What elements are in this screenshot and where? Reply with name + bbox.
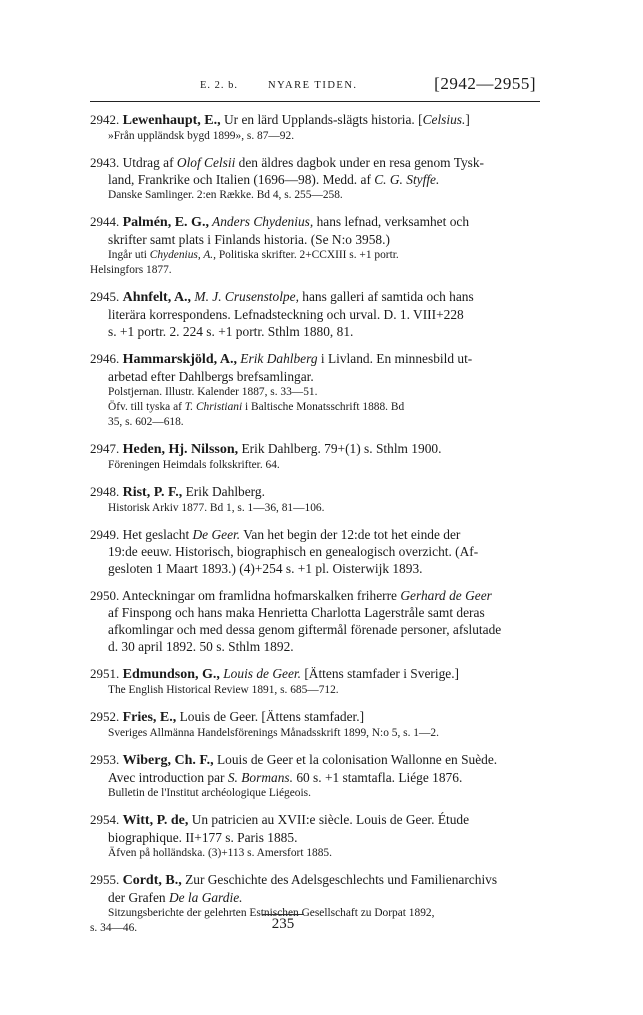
- entry-2949: [90, 526, 530, 577]
- entry-2947: [90, 440, 530, 473]
- entry-title-italic: M. J. Crusenstolpe,: [191, 289, 299, 304]
- entry-note-italic: Chydenius, A.,: [149, 249, 216, 261]
- entry-2946: [90, 350, 530, 430]
- entry-note: 35, s. 602—618.: [108, 416, 184, 428]
- entry-title: Zur Geschichte des Adelsgeschlechts und Familienarchivs: [181, 872, 498, 887]
- entry-title-end: ]: [465, 112, 470, 127]
- entry-note: Polstjernan. Illustr. Kalender 1887, s. 33—51.: [108, 386, 318, 398]
- entry-author: Fries, E.,: [122, 710, 177, 725]
- entry-title: Het geslacht: [122, 527, 193, 542]
- entry-number: 2944.: [90, 214, 120, 229]
- entry-2952: [90, 708, 530, 741]
- entry-title-cont: d. 30 april 1892. 50 s. Sthlm 1892.: [108, 639, 294, 654]
- entry-number: 2947.: [90, 441, 120, 456]
- entry-number: 2954.: [90, 812, 120, 827]
- entry-title-cont: der Grafen: [108, 890, 169, 905]
- entry-2951: [90, 665, 530, 698]
- entry-title-cont: land, Frankrike och Italien (1696—98). Medd. af: [108, 172, 375, 187]
- entry-2945: [90, 288, 530, 340]
- entry-note: Danske Samlinger. 2:en Række. Bd 4, s. 255—258.: [108, 189, 343, 201]
- entry-editor-italic: C. G. Styffe.: [374, 172, 440, 187]
- header-title: NYARE TIDEN.: [268, 80, 358, 91]
- entry-title-rest: 60 s. +1 stamtafla. Liége 1876.: [292, 770, 463, 785]
- page-number: 235: [271, 916, 295, 932]
- entry-note: Bulletin de l'Institut archéologique Liégeois.: [108, 787, 311, 799]
- entry-title-italic: Anders Chydenius,: [208, 214, 314, 229]
- entry-title-rest: Van het begin der 12:de tot het einde der: [240, 527, 461, 542]
- entry-title: Anteckningar om framlidna hofmarskalken friherre: [121, 588, 401, 603]
- entry-note-rest: Politiska skrifter. 2+CCXIII s. +1 portr.: [216, 249, 399, 261]
- header-entry-range: [2942—2955]: [434, 74, 536, 93]
- entry-note: »Från uppländsk bygd 1899», s. 87—92.: [108, 130, 295, 142]
- entry-author: Wiberg, Ch. F.,: [122, 753, 214, 768]
- entry-number: 2950.: [90, 588, 120, 603]
- entry-title-cont: Avec introduction par: [108, 770, 228, 785]
- entry-note: Sitzungsberichte der gelehrten Estnischen Gesellschaft zu Dorpat 1892,: [108, 907, 435, 919]
- header-section-code: E. 2. b.: [200, 80, 239, 91]
- entry-note-italic: T. Christiani: [184, 401, 243, 413]
- entry-number: 2953.: [90, 752, 120, 767]
- entry-title-italic: De la Gardie.: [168, 890, 243, 905]
- entry-title-rest: i Livland. En minnesbild ut-: [317, 351, 473, 366]
- entry-number: 2945.: [90, 289, 120, 304]
- entry-note: Sveriges Allmänna Handelsförenings Månadsskrift 1899, N:o 5, s. 1—2.: [108, 727, 439, 739]
- entry-number: 2942.: [90, 112, 120, 127]
- entry-note: The English Historical Review 1891, s. 685—712.: [108, 684, 339, 696]
- entry-2955: [90, 871, 530, 936]
- entry-title: Louis de Geer et la colonisation Wallonne en Suède.: [213, 752, 498, 767]
- entry-author: Heden, Hj. Nilsson,: [122, 442, 239, 457]
- entry-number: 2955.: [90, 872, 120, 887]
- entry-author: Rist, P. F.,: [122, 485, 183, 500]
- entry-title-rest: hans lefnad, verksamhet och: [313, 214, 470, 229]
- entry-title-cont: s. +1 portr. 2. 224 s. +1 portr. Sthlm 1880, 81.: [108, 324, 354, 339]
- entry-2953: [90, 751, 530, 801]
- entry-2954: [90, 811, 530, 861]
- entry-title-rest: [Ättens stamfader i Sverige.]: [300, 666, 460, 681]
- entry-number: 2946.: [90, 351, 120, 366]
- entry-2942: [90, 111, 530, 144]
- folio-rule: [262, 914, 304, 915]
- entry-note: Ingår uti: [108, 249, 150, 261]
- entry-author: Lewenhaupt, E.,: [122, 113, 221, 128]
- entry-number: 2948.: [90, 484, 120, 499]
- entry-title-rest: den äldres dagbok under en resa genom Tysk-: [235, 155, 485, 170]
- entry-author: Palmén, E. G.,: [122, 215, 209, 230]
- entry-author: Ahnfelt, A.,: [122, 290, 192, 305]
- entry-title: Ur en lärd Upplands-slägts historia. [: [220, 112, 423, 127]
- entry-title-cont: arbetad efter Dahlbergs brefsamlingar.: [108, 369, 314, 384]
- entry-title-cont: afkomlingar och med dessa genom giftermål förenade personer, afslutade: [108, 622, 502, 637]
- bibliography-list: [90, 111, 530, 946]
- entry-note: Historisk Arkiv 1877. Bd 1, s. 1—36, 81—106.: [108, 502, 325, 514]
- entry-author: Witt, P. de,: [122, 813, 189, 828]
- entry-title-cont: gesloten 1 Maart 1893.) (4)+254 s. +1 pl. Oisterwijk 1893.: [108, 561, 423, 576]
- entry-title-italic: Gerhard de Geer: [400, 588, 492, 603]
- entry-title-cont: skrifter samt plats i Finlands historia. (Se N:o 3958.): [108, 232, 390, 247]
- entry-2948: [90, 483, 530, 516]
- entry-title: Louis de Geer. [Ättens stamfader.]: [176, 709, 365, 724]
- entry-number: 2949.: [90, 527, 120, 542]
- entry-number: 2943.: [90, 155, 120, 170]
- entry-title-italic: De Geer.: [192, 527, 241, 542]
- entry-title-italic: Olof Celsii: [176, 155, 236, 170]
- entry-2944: [90, 213, 530, 278]
- entry-number: 2951.: [90, 666, 120, 681]
- entry-title: Erik Dahlberg. 79+(1) s. Sthlm 1900.: [238, 441, 442, 456]
- entry-number: 2952.: [90, 709, 120, 724]
- entry-2943: [90, 154, 530, 203]
- entry-note: Helsingfors 1877.: [90, 264, 172, 276]
- entry-title-rest: hans galleri af samtida och hans: [298, 289, 474, 304]
- entry-title: Un patricien au XVII:e siècle. Louis de Geer. Étude: [188, 812, 470, 827]
- entry-note: Öfv. till tyska af: [108, 401, 185, 413]
- entry-title-italic: Celsius.: [422, 112, 466, 127]
- entry-author: Cordt, B.,: [122, 873, 182, 888]
- entry-note: Föreningen Heimdals folkskrifter. 64.: [108, 459, 280, 471]
- entry-title-cont: biographique. II+177 s. Paris 1885.: [108, 830, 298, 845]
- entry-note: Äfven på holländska. (3)+113 s. Amersfort 1885.: [108, 847, 332, 859]
- entry-title: Utdrag af: [122, 155, 177, 170]
- entry-title-italic: Louis de Geer.: [219, 666, 301, 681]
- entry-author: Hammarskjöld, A.,: [122, 352, 237, 367]
- running-header: [90, 72, 540, 98]
- entry-title-cont: literära korrespondens. Lefnadsteckning och urval. D. 1. VIII+228: [108, 307, 464, 322]
- entry-title-cont: af Finspong och hans maka Henrietta Charlotta Lagerstråle samt deras: [108, 605, 485, 620]
- entry-note-rest: i Baltische Monatsschrift 1888. Bd: [242, 401, 405, 413]
- entry-title-italic: Erik Dahlberg: [236, 351, 318, 366]
- entry-2950: [90, 587, 530, 655]
- entry-editor-italic: S. Bormans.: [227, 770, 293, 785]
- entry-author: Edmundson, G.,: [122, 667, 220, 682]
- header-rule: [90, 101, 540, 102]
- entry-title-cont: 19:de eeuw. Historisch, biographisch en genealogisch overzicht. (Af-: [108, 544, 479, 559]
- entry-note: s. 34—46.: [90, 922, 138, 934]
- entry-title: Erik Dahlberg.: [182, 484, 265, 499]
